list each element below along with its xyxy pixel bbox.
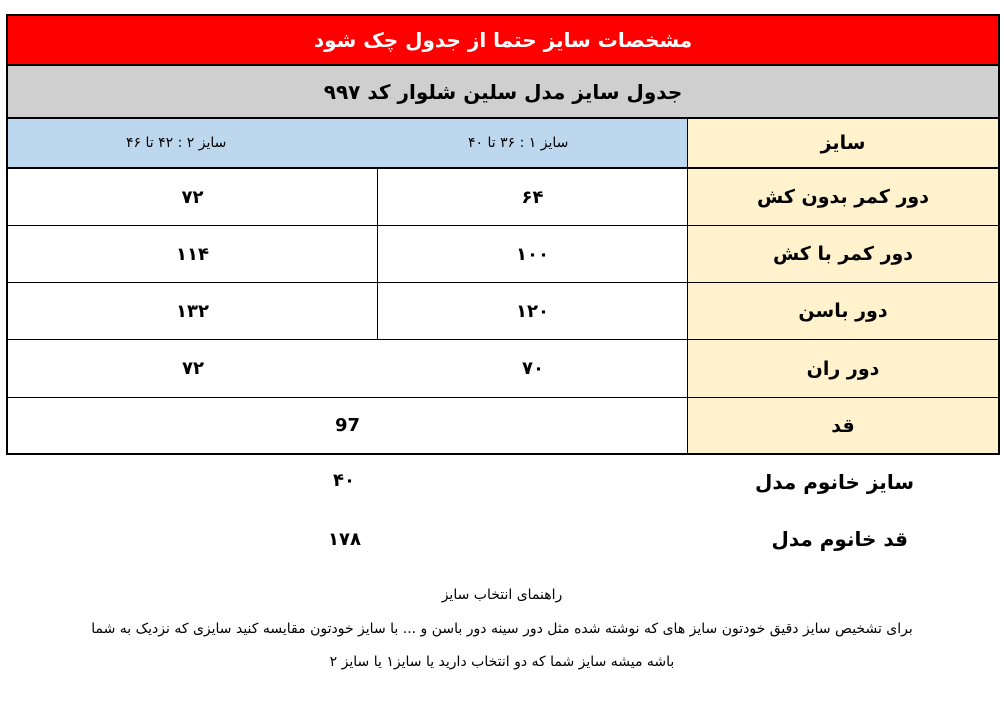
row-label: دور باسن	[687, 282, 1000, 340]
row-label: دور کمر با کش	[687, 225, 1000, 283]
header-size2-label: سایز ۲ : ۴۲ تا ۴۶	[126, 135, 227, 151]
header-size-label: سایز	[820, 132, 866, 154]
banner-title: مشخصات سایز حتما از جدول چک شود	[6, 14, 1000, 66]
table-row	[6, 225, 1000, 283]
size2-value: ۷۲	[6, 168, 378, 226]
header-size1-label: سایز ۱ : ۳۶ تا ۴۰	[468, 135, 569, 151]
size2-value: ۱۳۲	[6, 282, 378, 340]
guide-title: راهنمای انتخاب سایز	[441, 587, 563, 603]
size2-value: ۷۲	[182, 358, 204, 379]
model-height-label: قد خانوم مدل	[771, 527, 908, 551]
guide-line-2: باشه میشه سایز شما که دو انتخاب دارید یا سایز۱ یا سایز ۲	[329, 654, 675, 670]
row-label: دور ران	[687, 339, 1000, 398]
size1-value: ۱۲۰	[377, 282, 688, 340]
table-row	[6, 282, 1000, 340]
model-size-label: سایز خانوم مدل	[755, 470, 914, 494]
size2-value: ۱۱۴	[6, 225, 378, 283]
size1-value: ۶۴	[377, 168, 688, 226]
table-row	[6, 339, 1000, 398]
header-size2-cell	[6, 118, 688, 168]
thigh-values-cell	[6, 339, 688, 398]
row-label: دور کمر بدون کش	[687, 168, 1000, 226]
table-row	[6, 168, 1000, 226]
height-value: 97	[6, 397, 688, 455]
height-label: قد	[687, 397, 1000, 455]
height-row	[6, 397, 1000, 455]
header-size-label-cell	[687, 118, 1000, 168]
model-height-value: ۱۷۸	[328, 529, 361, 550]
model-size-value: ۴۰	[333, 470, 355, 491]
size1-value: ۷۰	[522, 358, 544, 379]
table-title: جدول سایز مدل سلین شلوار کد ۹۹۷	[6, 66, 1000, 118]
size1-value: ۱۰۰	[377, 225, 688, 283]
table-header-row	[6, 118, 1000, 168]
guide-line-1: برای تشخیص سایز دقیق خودتون سایز های که نوشته شده مثل دور سینه دور باسن و ... با سایز خودتون مقایسه کنید سایزی که نزدیک به شما	[91, 621, 913, 637]
